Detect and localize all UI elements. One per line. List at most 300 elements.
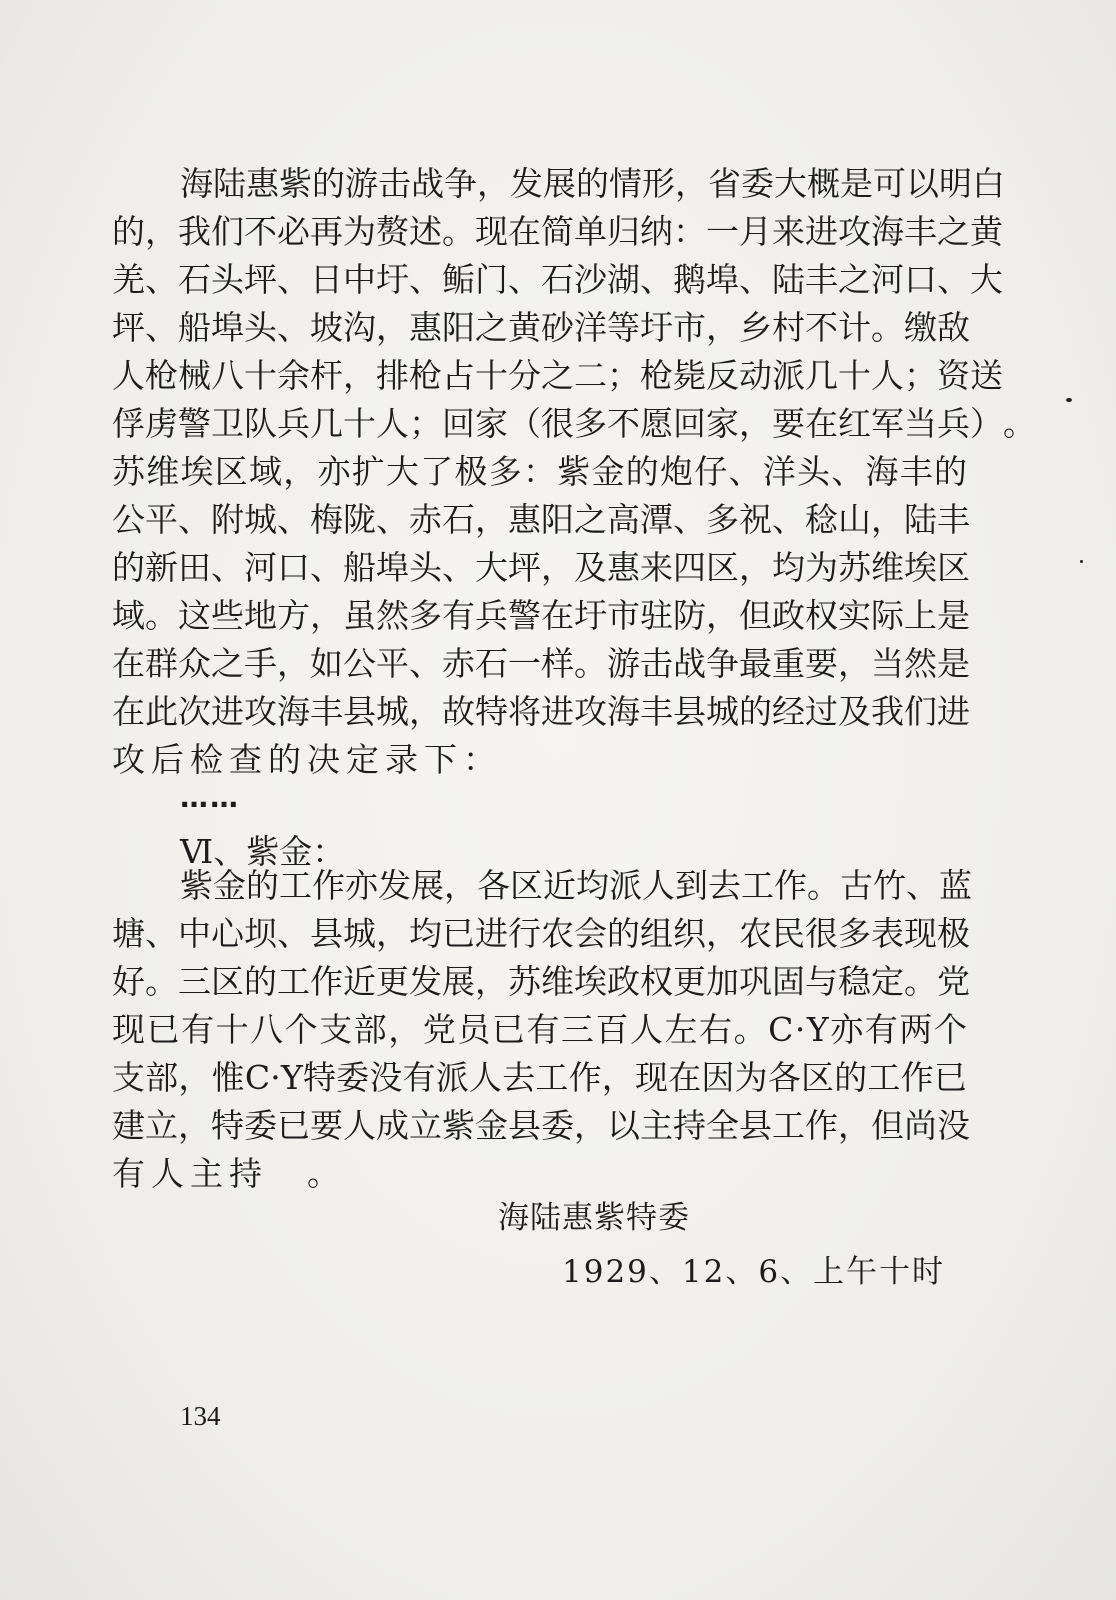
text-char: 人 — [468, 1058, 502, 1097]
text-char: 头 — [409, 548, 442, 587]
paragraph-guerrilla-war — [112, 160, 1036, 784]
text-char: 、 — [937, 260, 970, 299]
text-char: ， — [178, 1106, 211, 1145]
text-char: 送 — [970, 356, 1003, 395]
text-char: 枪 — [145, 356, 178, 395]
text-char: 县 — [508, 1106, 541, 1145]
text-char: 惠 — [246, 164, 279, 203]
text-char: 不 — [805, 308, 838, 347]
text-char: 几 — [805, 356, 838, 395]
text-char: ， — [409, 692, 442, 731]
text-char: 各 — [477, 866, 510, 905]
text-char: 人 — [642, 866, 675, 905]
text-char: 陆 — [904, 500, 937, 539]
text-char: 驻 — [640, 596, 673, 635]
paragraph-zijin — [112, 862, 972, 1198]
text-char: 要 — [772, 404, 805, 443]
text-line — [112, 958, 970, 1006]
text-char: 人 — [376, 404, 409, 443]
text-char: 人 — [151, 1154, 184, 1193]
text-char: 政 — [607, 962, 640, 1001]
text-char: · — [794, 1010, 806, 1049]
text-char: 是 — [937, 596, 970, 635]
text-char: 之 — [475, 308, 508, 347]
text-char: 重 — [772, 644, 805, 683]
text-char: 的 — [576, 164, 609, 203]
text-char: 过 — [805, 692, 838, 731]
text-char: 来 — [640, 548, 673, 587]
text-char: 枪 — [640, 356, 673, 395]
text-char: 战 — [411, 164, 444, 203]
text-line — [112, 592, 970, 640]
text-char: 仔 — [694, 452, 728, 491]
text-char: 丰 — [899, 452, 933, 491]
text-char: 但 — [739, 596, 772, 635]
text-line — [112, 910, 970, 958]
text-char: 人 — [871, 356, 904, 395]
text-char: 在 — [112, 692, 145, 731]
text-char: 、 — [277, 308, 310, 347]
text-char: 简 — [541, 212, 574, 251]
text-char: 全 — [706, 1106, 739, 1145]
text-char: 民 — [772, 914, 805, 953]
text-char: 形 — [642, 164, 675, 203]
text-char: 更 — [376, 962, 409, 1001]
text-char: 械 — [178, 356, 211, 395]
text-char: 队 — [244, 404, 277, 443]
text-char: 新 — [145, 548, 178, 587]
text-char: 表 — [871, 914, 904, 953]
text-char: 各 — [767, 1058, 801, 1097]
text-char: 我 — [178, 212, 211, 251]
text-char: 查 — [229, 740, 262, 779]
text-line — [112, 448, 967, 496]
text-char: 支 — [319, 1010, 353, 1049]
text-char: 赤 — [409, 500, 442, 539]
text-char: 计 — [838, 308, 871, 347]
text-char: 。 — [145, 596, 178, 635]
signature-committee: 海陆惠紫特委 — [498, 1200, 690, 1236]
text-char: ， — [178, 1058, 212, 1097]
text-char: 、 — [178, 500, 211, 539]
text-char: 攻 — [112, 740, 145, 779]
text-char: 经 — [772, 692, 805, 731]
text-char: 工 — [277, 962, 310, 1001]
text-char: 没 — [369, 1058, 403, 1097]
text-line — [112, 304, 970, 352]
text-char: 。 — [904, 962, 937, 1001]
text-char: 纳 — [640, 212, 673, 251]
text-char: 鲘 — [442, 260, 475, 299]
text-char: 个 — [284, 1010, 318, 1049]
text-char: 阳 — [541, 500, 574, 539]
text-char: 有 — [864, 1010, 898, 1049]
text-char: 再 — [310, 212, 343, 251]
text-char: 、 — [145, 914, 178, 953]
text-char: 必 — [277, 212, 310, 251]
text-char: 两 — [899, 1010, 933, 1049]
text-char: 白 — [972, 164, 1005, 203]
text-char: ， — [376, 914, 409, 953]
text-char: 头 — [211, 260, 244, 299]
text-char: 赤 — [442, 644, 475, 683]
text-char: ； — [904, 356, 937, 395]
text-char: 之 — [541, 356, 574, 395]
text-char: 域 — [249, 452, 282, 491]
text-char: 愿 — [640, 404, 673, 443]
text-char: 县 — [739, 1106, 772, 1145]
text-char: 党 — [937, 962, 970, 1001]
text-line — [112, 1150, 967, 1198]
text-char: 之 — [937, 212, 970, 251]
text-char: 、 — [739, 260, 772, 299]
text-char: 区 — [706, 548, 739, 587]
text-char: 右 — [699, 1010, 733, 1049]
text-char: 资 — [937, 356, 970, 395]
text-char: 如 — [310, 644, 343, 683]
text-char: 的 — [739, 692, 772, 731]
text-char: ； — [607, 356, 640, 395]
text-char: 门 — [475, 260, 508, 299]
text-char: 区 — [211, 962, 244, 1001]
text-char: 八 — [250, 1010, 284, 1049]
text-char: 作 — [774, 866, 807, 905]
text-char: 工 — [535, 1058, 569, 1097]
text-char: 因 — [701, 1058, 735, 1097]
text-char: 的 — [112, 548, 145, 587]
text-char: 警 — [178, 404, 211, 443]
text-char: 一 — [508, 644, 541, 683]
text-char: 圩 — [640, 308, 673, 347]
text-char: 多 — [706, 500, 739, 539]
text-char: 上 — [904, 596, 937, 635]
text-char: 、 — [442, 548, 475, 587]
text-line — [112, 736, 967, 784]
text-line — [112, 352, 1003, 400]
text-char: 在 — [541, 596, 574, 635]
text-char: 蓝 — [939, 866, 972, 905]
text-char: 多 — [409, 596, 442, 635]
text-char: 坪 — [508, 548, 541, 587]
text-char: 极 — [454, 452, 488, 491]
text-char: 好 — [112, 962, 145, 1001]
text-char: 地 — [244, 596, 277, 635]
text-char: 现 — [112, 1010, 145, 1049]
text-char: 圩 — [574, 596, 607, 635]
text-char: 主 — [640, 1106, 673, 1145]
text-char: 、 — [508, 260, 541, 299]
text-char: 苏 — [112, 452, 145, 491]
text-char: 敌 — [937, 308, 970, 347]
text-char: 、 — [211, 548, 244, 587]
text-char: 埃 — [904, 548, 937, 587]
text-char: 更 — [673, 962, 706, 1001]
text-char: 人 — [629, 1010, 663, 1049]
text-char: 亦 — [830, 1010, 864, 1049]
text-char: 稔 — [805, 500, 838, 539]
text-char: 石 — [475, 644, 508, 683]
text-char: 多 — [574, 404, 607, 443]
text-char: 埃 — [574, 962, 607, 1001]
text-char: ， — [706, 308, 739, 347]
text-char: ， — [388, 1010, 422, 1049]
text-char: 平 — [376, 644, 409, 683]
text-char: 惠 — [607, 548, 640, 587]
text-char: 杆 — [310, 356, 343, 395]
text-char: 海 — [871, 212, 904, 251]
scan-speck — [1066, 398, 1072, 402]
text-char: 鹅 — [673, 260, 706, 299]
text-char: 城 — [244, 500, 277, 539]
text-char: 在 — [805, 404, 838, 443]
text-char: 巩 — [739, 962, 772, 1001]
text-char: 丰 — [805, 260, 838, 299]
text-char: 紫 — [442, 1106, 475, 1145]
text-char: 实 — [838, 596, 871, 635]
text-char: 为 — [734, 1058, 768, 1097]
text-char: 了 — [420, 452, 454, 491]
text-char: 党 — [422, 1010, 456, 1049]
text-char: ， — [283, 452, 317, 491]
text-char: 。 — [307, 1154, 340, 1193]
text-char: 县 — [310, 914, 343, 953]
text-char: ） — [970, 404, 1003, 443]
text-char: 很 — [541, 404, 574, 443]
text-char: 船 — [343, 548, 376, 587]
text-char: 特 — [475, 692, 508, 731]
text-char: 、 — [728, 452, 762, 491]
text-char: 丰 — [904, 212, 937, 251]
text-line — [112, 256, 1003, 304]
text-char: ： — [463, 740, 496, 779]
text-char: 维 — [541, 962, 574, 1001]
text-char: 际 — [871, 596, 904, 635]
text-char: 埠 — [706, 260, 739, 299]
text-char: 及 — [838, 692, 871, 731]
text-char: 十 — [838, 356, 871, 395]
text-char: 会 — [574, 914, 607, 953]
text-char: 我 — [871, 692, 904, 731]
text-char: 的 — [112, 212, 145, 251]
text-char: 、 — [906, 866, 939, 905]
text-char: ， — [601, 1058, 635, 1097]
text-char: 行 — [508, 914, 541, 953]
text-char: 、 — [640, 260, 673, 299]
text-char: 惠 — [409, 308, 442, 347]
text-char: 排 — [376, 356, 409, 395]
text-char: 公 — [112, 500, 145, 539]
text-char: 在 — [668, 1058, 702, 1097]
text-char: 攻 — [838, 212, 871, 251]
text-char: 委 — [244, 1106, 277, 1145]
text-char: 众 — [178, 644, 211, 683]
text-char: 二 — [574, 356, 607, 395]
text-line — [112, 688, 970, 736]
text-char: 三 — [560, 1010, 594, 1049]
text-char: 紫 — [557, 452, 591, 491]
text-char: 扩 — [351, 452, 385, 491]
text-char: 发 — [409, 962, 442, 1001]
text-char: ， — [277, 644, 310, 683]
text-char: 击 — [378, 164, 411, 203]
text-char: 是 — [840, 164, 873, 203]
text-char: 游 — [607, 644, 640, 683]
text-char: 黄 — [508, 308, 541, 347]
text-char: 省 — [708, 164, 741, 203]
text-char: 占 — [442, 356, 475, 395]
text-char: 中 — [178, 914, 211, 953]
text-char: 农 — [739, 914, 772, 953]
text-char: 派 — [435, 1058, 469, 1097]
text-char: 口 — [904, 260, 937, 299]
text-char: 个 — [933, 1010, 967, 1049]
text-char: 是 — [937, 644, 970, 683]
text-char: 区 — [510, 866, 543, 905]
text-char: 平 — [145, 500, 178, 539]
text-char: 单 — [574, 212, 607, 251]
text-char: 当 — [904, 404, 937, 443]
text-char: 去 — [708, 866, 741, 905]
text-char: 亦 — [317, 452, 351, 491]
text-char: 乡 — [739, 308, 772, 347]
text-char: 河 — [871, 260, 904, 299]
text-char: 样 — [541, 644, 574, 683]
text-char: 红 — [838, 404, 871, 443]
text-char: 竹 — [873, 866, 906, 905]
text-char: 部 — [353, 1010, 387, 1049]
text-char: 之 — [838, 260, 871, 299]
text-char: 石 — [178, 260, 211, 299]
text-char: C — [768, 1010, 794, 1049]
text-char: 头 — [797, 452, 830, 491]
text-line — [112, 544, 970, 592]
text-char: 争 — [444, 164, 477, 203]
text-char: ， — [376, 308, 409, 347]
text-char: 兵 — [475, 596, 508, 635]
text-char: 城 — [376, 692, 409, 731]
text-char: 毙 — [673, 356, 706, 395]
text-char: 然 — [376, 596, 409, 635]
text-char: 立 — [145, 1106, 178, 1145]
text-char: 要 — [805, 644, 838, 683]
text-char: 此 — [145, 692, 178, 731]
text-char: 、 — [673, 500, 706, 539]
text-char: 船 — [178, 308, 211, 347]
text-char — [268, 1150, 301, 1198]
text-char: 工 — [279, 866, 312, 905]
text-char: 余 — [277, 356, 310, 395]
text-char: 特 — [302, 1058, 336, 1097]
text-char: 的 — [934, 452, 967, 491]
text-char: ， — [838, 644, 871, 683]
text-char: 缴 — [904, 308, 937, 347]
text-char: 黄 — [970, 212, 1003, 251]
text-char: 田 — [178, 548, 211, 587]
text-char: 委 — [336, 1058, 370, 1097]
text-char: 石 — [541, 260, 574, 299]
text-char: 坪 — [244, 260, 277, 299]
text-char: ， — [343, 356, 376, 395]
text-char: ， — [475, 500, 508, 539]
text-char: 发 — [378, 866, 411, 905]
text-char: 的 — [312, 164, 345, 203]
text-char: 到 — [675, 866, 708, 905]
text-char: Y — [806, 1010, 829, 1049]
text-char: 坪 — [112, 308, 145, 347]
text-char: 特 — [211, 1106, 244, 1145]
text-char: 多 — [838, 914, 871, 953]
text-char: 三 — [178, 962, 211, 1001]
text-char: 人 — [343, 1106, 376, 1145]
text-char: 十 — [475, 356, 508, 395]
text-char: 成 — [376, 1106, 409, 1145]
text-char: 支 — [112, 1058, 145, 1097]
text-char: 极 — [937, 914, 970, 953]
text-char: 。 — [442, 212, 475, 251]
text-char: 然 — [904, 644, 937, 683]
text-line — [112, 496, 970, 544]
text-char: 员 — [457, 1010, 491, 1049]
text-char: 已 — [146, 1010, 180, 1049]
text-char: 均 — [772, 548, 805, 587]
text-char: 农 — [541, 914, 574, 953]
text-char: 持 — [229, 1154, 262, 1193]
text-char: 很 — [805, 914, 838, 953]
text-char: 反 — [706, 356, 739, 395]
text-char: 派 — [609, 866, 642, 905]
text-char: 防 — [673, 596, 706, 635]
text-char: 大 — [475, 548, 508, 587]
text-char: 工 — [772, 1106, 805, 1145]
text-char: 作 — [310, 962, 343, 1001]
text-char: 为 — [343, 212, 376, 251]
text-char: 人 — [112, 356, 145, 395]
text-char: 左 — [664, 1010, 698, 1049]
text-char: 发 — [510, 164, 543, 203]
text-char: 等 — [607, 308, 640, 347]
text-char: 进 — [937, 692, 970, 731]
text-char: 。 — [574, 644, 607, 683]
text-line — [112, 640, 970, 688]
text-char: 检 — [190, 740, 223, 779]
text-char: 作 — [805, 1106, 838, 1145]
text-char: 的 — [625, 452, 659, 491]
text-char: 及 — [574, 548, 607, 587]
text-char: 梅 — [310, 500, 343, 539]
text-char: 战 — [673, 644, 706, 683]
text-char: 当 — [871, 644, 904, 683]
text-char: 洋 — [762, 452, 796, 491]
text-char: 展 — [411, 866, 444, 905]
text-char: 有 — [402, 1058, 436, 1097]
text-char: 维 — [146, 452, 180, 491]
text-char: 高 — [607, 500, 640, 539]
text-char: 紫 — [180, 866, 213, 905]
text-char: 定 — [346, 740, 379, 779]
text-char: 陇 — [343, 500, 376, 539]
text-char: 近 — [343, 962, 376, 1001]
text-line — [112, 400, 1036, 448]
text-char: 均 — [576, 866, 609, 905]
text-char: 十 — [215, 1010, 249, 1049]
text-char: 维 — [871, 548, 904, 587]
text-char: 埃 — [180, 452, 214, 491]
text-char: 权 — [640, 962, 673, 1001]
text-char: 但 — [871, 1106, 904, 1145]
text-char: 赘 — [376, 212, 409, 251]
text-char: 在 — [112, 644, 145, 683]
text-char: 山 — [838, 500, 871, 539]
